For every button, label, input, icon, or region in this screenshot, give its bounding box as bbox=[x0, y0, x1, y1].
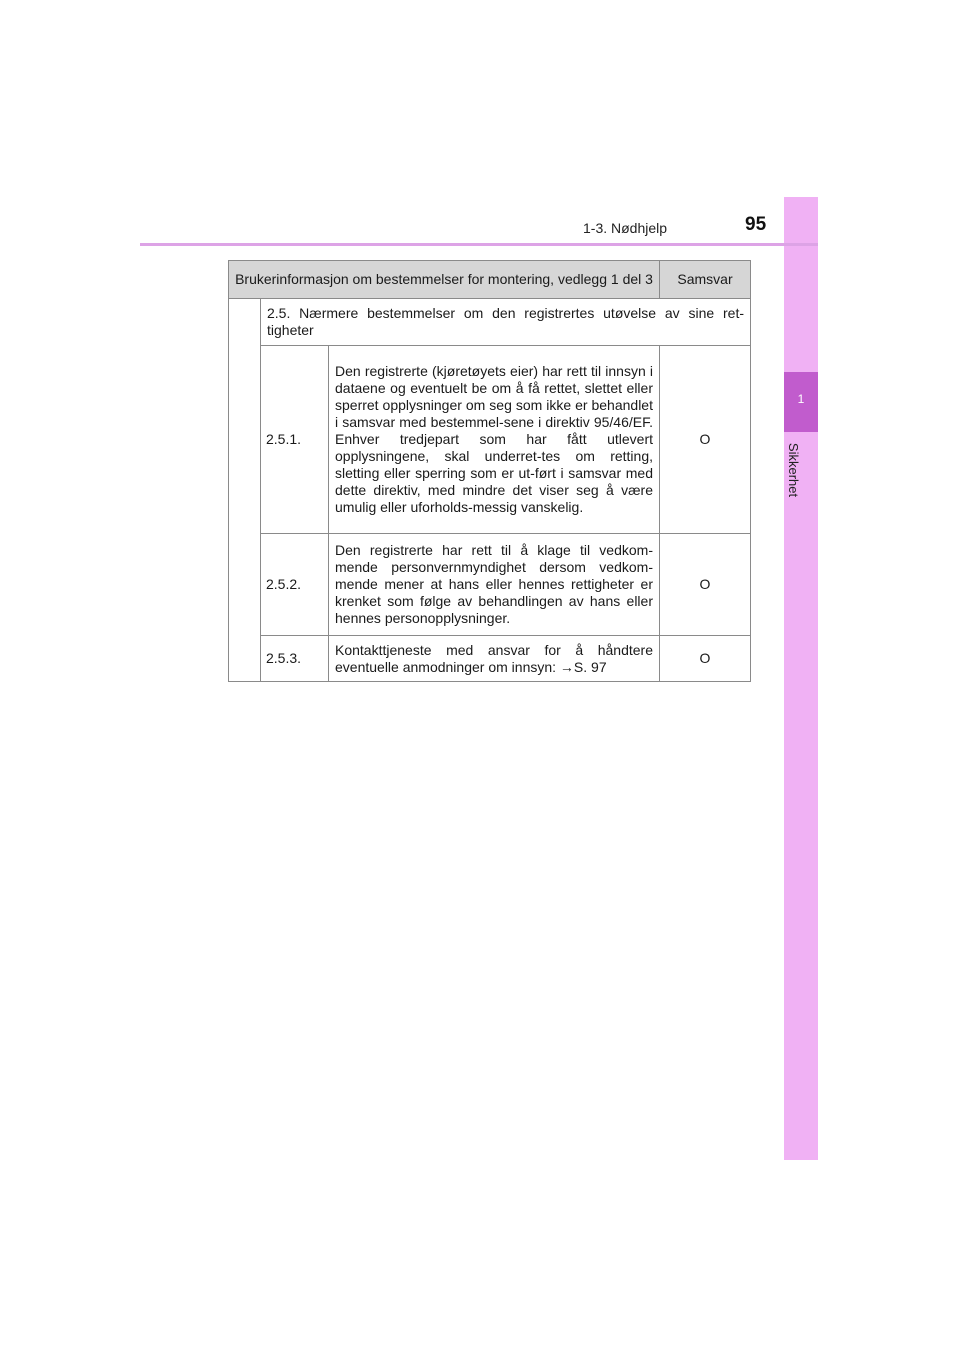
page-number: 95 bbox=[745, 214, 767, 235]
row-status: O bbox=[660, 534, 751, 636]
table-row bbox=[229, 636, 751, 682]
row-number: 2.5.3. bbox=[261, 636, 329, 682]
header-divider bbox=[140, 243, 818, 246]
row-status: O bbox=[660, 636, 751, 682]
table-subheading-row bbox=[229, 299, 751, 346]
row-number: 2.5.2. bbox=[261, 534, 329, 636]
chapter-number: 1 bbox=[797, 392, 805, 406]
chapter-side-tab bbox=[784, 197, 818, 1160]
row-number: 2.5.1. bbox=[261, 346, 329, 534]
indent-cell bbox=[229, 299, 261, 682]
row-text: Den registrerte har rett til å klage til vedkom-mende personvernmyndighet dersom vedkom-mende mener at hans eller hennes rettigheter er krenket som følge av behandlingen av hans eller hennes personopplysninger. bbox=[329, 534, 660, 636]
section-title: 1-3. Nødhjelp bbox=[583, 220, 668, 236]
table-row bbox=[229, 534, 751, 636]
table-row bbox=[229, 346, 751, 534]
chapter-label: Sikkerhet bbox=[786, 442, 801, 498]
table-header-row bbox=[229, 261, 751, 299]
column-header-info: Brukerinformasjon om bestemmelser for montering, vedlegg 1 del 3 bbox=[229, 261, 660, 299]
subheading-cell: 2.5. Nærmere bestemmelser om den registrertes utøvelse av sine ret-tigheter bbox=[261, 299, 751, 346]
row-status: O bbox=[660, 346, 751, 534]
regulation-table bbox=[228, 260, 751, 682]
row-text: Kontakttjeneste med ansvar for å håndtere eventuelle anmodninger om innsyn: →S. 97 bbox=[329, 636, 660, 682]
row-text: Den registrerte (kjøretøyets eier) har rett til innsyn i dataene og eventuelt be om å få rettet, slettet eller sperret opplysninger om seg som ikke er behandlet i samsvar med bestemmel-sene i direktiv 95/46/EF. Enhver tredjepart som har fått utlevert opplysningene, skal underret-tes om retting, sletting eller sperring som er ut-ført i samsvar med dette direktiv, med mindre det viser seg å være umulig eller uforholds-messig vanskelig. bbox=[329, 346, 660, 534]
column-header-status: Samsvar bbox=[660, 261, 751, 299]
